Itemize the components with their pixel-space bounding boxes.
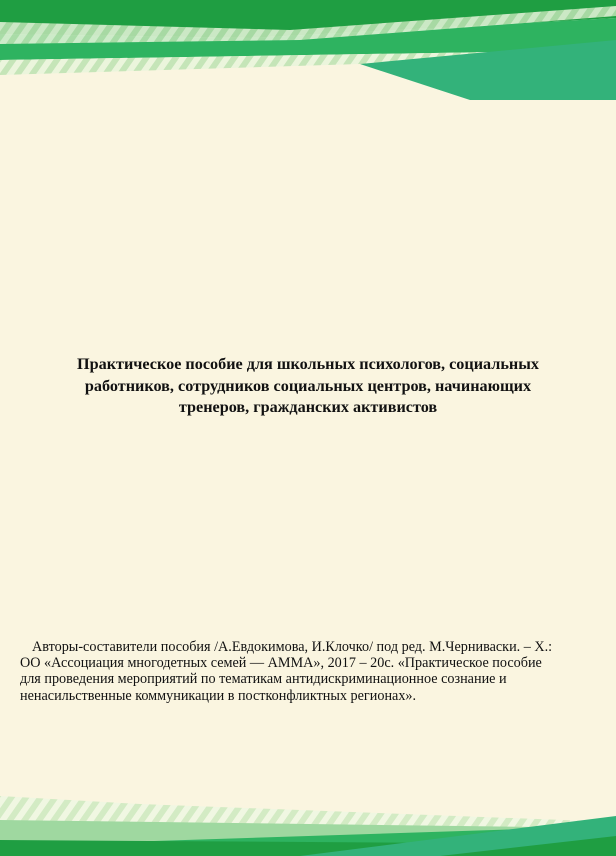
title-line: Практическое пособие для школьных психологов, социальных: [77, 355, 539, 373]
title-line: тренеров, гражданских активистов: [178, 398, 438, 416]
citation-line: ненасильственные коммуникации в постконфликтных регионах».: [20, 687, 417, 704]
citation-line: для проведения мероприятий по тематикам антидискриминационное сознание и: [20, 671, 507, 688]
bottom-green-banner: [0, 756, 616, 856]
citation-paragraph: [20, 639, 600, 704]
title-line: работников, сотрудников социальных центров, начинающих: [84, 376, 532, 395]
citation-line: Авторы-составители пособия /А.Евдокимова, И.Клочко/ под ред. М.Черниваски. – Х.:: [32, 639, 553, 655]
citation-line: ОО «Ассоциация многодетных семей — АММА», 2017 – 20с. «Практическое пособие: [20, 655, 542, 672]
top-green-banner: [0, 0, 616, 100]
document-title: [30, 354, 586, 419]
